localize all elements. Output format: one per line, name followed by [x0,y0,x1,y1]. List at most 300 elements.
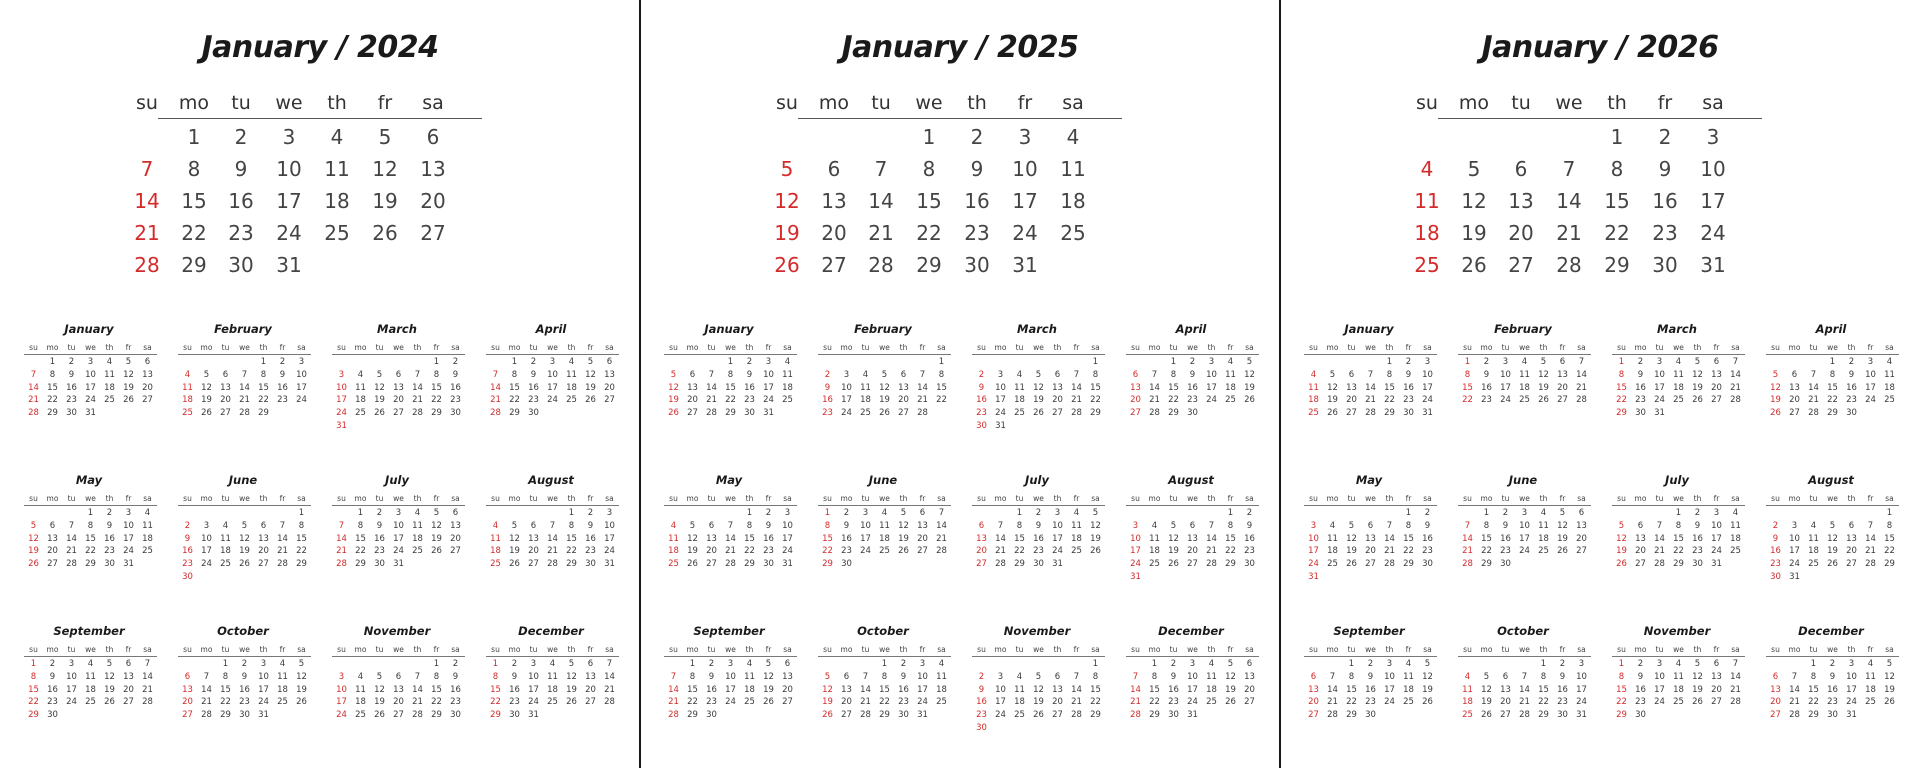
mini-day-cell[interactable]: 13 [450,520,461,531]
day-cell[interactable]: 27 [1508,253,1534,277]
mini-day-cell[interactable]: 31 [123,559,134,570]
mini-day-cell[interactable]: 19 [509,546,520,557]
mini-day-cell[interactable]: 29 [220,710,231,721]
mini-day-cell[interactable]: 23 [1635,395,1646,406]
mini-day-cell[interactable]: 6 [919,508,926,518]
mini-day-cell[interactable]: 27 [917,546,928,557]
mini-day-cell[interactable]: 21 [201,697,212,708]
mini-day-cell[interactable]: 3 [784,508,791,518]
mini-day-cell[interactable]: 2 [511,659,518,669]
mini-day-cell[interactable]: 8 [357,520,364,531]
mini-day-cell[interactable]: 2 [1502,508,1509,518]
mini-day-cell[interactable]: 31 [1308,572,1319,582]
mini-day-cell[interactable]: 1 [1386,357,1393,367]
mini-day-cell[interactable]: 7 [1073,671,1080,682]
mini-day-cell[interactable]: 15 [822,533,833,544]
mini-day-cell[interactable]: 26 [1884,697,1895,708]
mini-day-cell[interactable]: 28 [547,559,558,570]
mini-day-cell[interactable]: 27 [1557,395,1568,406]
mini-day-cell[interactable]: 11 [182,382,193,393]
mini-day-cell[interactable]: 27 [528,559,539,570]
mini-day-cell[interactable]: 3 [87,357,94,367]
mini-day-cell[interactable]: 2 [1424,508,1431,518]
day-cell[interactable]: 4 [1066,125,1080,149]
mini-day-cell[interactable]: 20 [898,395,909,406]
day-cell[interactable]: 11 [1414,189,1440,213]
mini-day-cell[interactable]: 8 [1405,520,1412,531]
mini-day-cell[interactable]: 12 [1225,671,1236,682]
mini-day-cell[interactable]: 2 [746,357,753,367]
mini-day-cell[interactable]: 28 [142,697,153,708]
mini-day-cell[interactable]: 3 [1713,508,1720,518]
mini-day-cell[interactable]: 18 [1519,382,1530,393]
mini-day-cell[interactable]: 16 [1481,382,1492,393]
mini-day-cell[interactable]: 12 [1692,671,1703,682]
mini-day-cell[interactable]: 16 [1635,382,1646,393]
mini-day-cell[interactable]: 27 [706,559,717,570]
day-cell[interactable]: 23 [964,221,990,245]
mini-day-cell[interactable]: 26 [374,408,385,419]
mini-day-cell[interactable]: 30 [104,559,115,570]
mini-day-cell[interactable]: 22 [1827,395,1838,406]
mini-day-cell[interactable]: 29 [1090,710,1101,721]
mini-day-cell[interactable]: 20 [1789,395,1800,406]
mini-day-cell[interactable]: 3 [1054,508,1061,518]
mini-day-cell[interactable]: 25 [1308,408,1319,419]
mini-day-cell[interactable]: 13 [1346,382,1357,393]
mini-day-cell[interactable]: 28 [1365,408,1376,419]
mini-day-cell[interactable]: 27 [220,408,231,419]
mini-day-cell[interactable]: 3 [1578,659,1585,669]
mini-day-cell[interactable]: 24 [66,697,77,708]
mini-day-cell[interactable]: 1 [1092,659,1099,669]
mini-day-cell[interactable]: 12 [1481,684,1492,695]
mini-day-cell[interactable]: 2 [452,659,459,669]
mini-day-cell[interactable]: 25 [668,559,679,570]
mini-day-cell[interactable]: 22 [687,697,698,708]
mini-day-cell[interactable]: 24 [1500,395,1511,406]
mini-day-cell[interactable]: 23 [1481,395,1492,406]
mini-day-cell[interactable]: 15 [47,382,58,393]
mini-day-cell[interactable]: 31 [604,559,615,570]
mini-day-cell[interactable]: 16 [841,533,852,544]
mini-day-cell[interactable]: 14 [336,533,347,544]
mini-day-cell[interactable]: 23 [1846,395,1857,406]
mini-day-cell[interactable]: 15 [1168,382,1179,393]
mini-day-cell[interactable]: 2 [900,659,907,669]
mini-day-cell[interactable]: 8 [1618,671,1625,682]
mini-day-cell[interactable]: 5 [1540,357,1547,367]
mini-day-cell[interactable]: 8 [1483,520,1490,531]
mini-day-cell[interactable]: 27 [1846,559,1857,570]
mini-day-cell[interactable]: 27 [1770,710,1781,721]
day-cell[interactable]: 30 [228,253,254,277]
mini-day-cell[interactable]: 5 [30,520,37,531]
mini-day-cell[interactable]: 20 [1711,684,1722,695]
mini-day-cell[interactable]: 22 [1384,395,1395,406]
mini-day-cell[interactable]: 11 [1673,369,1684,380]
day-cell[interactable]: 10 [1012,157,1038,181]
mini-day-cell[interactable]: 7 [1656,520,1663,531]
mini-day-cell[interactable]: 12 [201,382,212,393]
mini-day-cell[interactable]: 4 [862,369,869,380]
mini-day-cell[interactable]: 22 [355,546,366,557]
mini-day-cell[interactable]: 15 [220,684,231,695]
mini-day-cell[interactable]: 1 [1829,357,1836,367]
mini-day-cell[interactable]: 11 [1519,369,1530,380]
mini-day-cell[interactable]: 10 [1206,369,1217,380]
mini-day-cell[interactable]: 10 [1130,533,1141,544]
mini-day-cell[interactable]: 5 [1618,520,1625,531]
mini-day-cell[interactable]: 9 [1189,369,1196,380]
mini-day-cell[interactable]: 30 [841,559,852,570]
mini-day-cell[interactable]: 18 [1884,382,1895,393]
mini-day-cell[interactable]: 24 [393,546,404,557]
mini-day-cell[interactable]: 25 [782,395,793,406]
mini-day-cell[interactable]: 28 [412,408,423,419]
mini-day-cell[interactable]: 27 [1711,697,1722,708]
mini-day-cell[interactable]: 22 [566,546,577,557]
mini-day-cell[interactable]: 9 [1829,671,1836,682]
mini-day-cell[interactable]: 28 [239,408,250,419]
mini-day-cell[interactable]: 14 [706,382,717,393]
mini-day-cell[interactable]: 2 [241,659,248,669]
mini-day-cell[interactable]: 22 [509,395,520,406]
mini-day-cell[interactable]: 7 [606,659,613,669]
mini-day-cell[interactable]: 5 [1092,508,1099,518]
mini-day-cell[interactable]: 10 [1052,520,1063,531]
mini-day-cell[interactable]: 21 [668,697,679,708]
mini-day-cell[interactable]: 13 [393,382,404,393]
mini-day-cell[interactable]: 2 [106,508,113,518]
mini-day-cell[interactable]: 4 [670,520,677,531]
mini-day-cell[interactable]: 6 [452,508,459,518]
mini-day-cell[interactable]: 8 [298,520,305,531]
mini-day-cell[interactable]: 10 [66,671,77,682]
mini-day-cell[interactable]: 27 [976,559,987,570]
mini-day-cell[interactable]: 28 [1384,559,1395,570]
mini-day-cell[interactable]: 25 [566,395,577,406]
mini-day-cell[interactable]: 4 [1886,357,1893,367]
mini-day-cell[interactable]: 26 [104,697,115,708]
mini-day-cell[interactable]: 3 [1310,520,1317,531]
mini-day-cell[interactable]: 26 [123,395,134,406]
mini-day-cell[interactable]: 26 [1616,559,1627,570]
mini-day-cell[interactable]: 24 [258,697,269,708]
mini-day-cell[interactable]: 11 [936,671,947,682]
mini-day-cell[interactable]: 12 [28,533,39,544]
mini-day-cell[interactable]: 21 [412,697,423,708]
day-cell[interactable]: 4 [1420,157,1434,181]
mini-day-cell[interactable]: 10 [1789,533,1800,544]
mini-day-cell[interactable]: 7 [862,671,869,682]
mini-day-cell[interactable]: 10 [1308,533,1319,544]
mini-day-cell[interactable]: 30 [47,710,58,721]
mini-day-cell[interactable]: 13 [123,671,134,682]
mini-day-cell[interactable]: 24 [1576,697,1587,708]
mini-day-cell[interactable]: 12 [1346,533,1357,544]
mini-day-cell[interactable]: 30 [706,710,717,721]
mini-day-cell[interactable]: 17 [1846,684,1857,695]
mini-day-cell[interactable]: 20 [687,395,698,406]
mini-day-cell[interactable]: 5 [689,520,696,531]
day-cell[interactable]: 8 [187,157,201,181]
mini-day-cell[interactable]: 6 [708,520,715,531]
mini-day-cell[interactable]: 5 [511,520,518,531]
mini-day-cell[interactable]: 12 [1422,671,1433,682]
mini-day-cell[interactable]: 22 [1168,395,1179,406]
mini-day-cell[interactable]: 19 [374,395,385,406]
day-cell[interactable]: 31 [276,253,302,277]
mini-day-cell[interactable]: 2 [49,659,56,669]
mini-day-cell[interactable]: 12 [239,533,250,544]
mini-day-cell[interactable]: 30 [1846,408,1857,419]
mini-day-cell[interactable]: 17 [1187,684,1198,695]
mini-day-cell[interactable]: 1 [1464,357,1471,367]
mini-day-cell[interactable]: 26 [1225,697,1236,708]
mini-day-cell[interactable]: 15 [431,684,442,695]
mini-day-cell[interactable]: 31 [528,710,539,721]
mini-day-cell[interactable]: 29 [28,710,39,721]
mini-day-cell[interactable]: 23 [744,395,755,406]
mini-day-cell[interactable]: 28 [1327,710,1338,721]
mini-day-cell[interactable]: 3 [260,659,267,669]
mini-day-cell[interactable]: 9 [279,369,286,380]
mini-day-cell[interactable]: 9 [746,369,753,380]
mini-day-cell[interactable]: 24 [123,546,134,557]
mini-day-cell[interactable]: 11 [879,520,890,531]
mini-day-cell[interactable]: 26 [1346,559,1357,570]
mini-day-cell[interactable]: 2 [1637,659,1644,669]
mini-day-cell[interactable]: 22 [1538,697,1549,708]
mini-day-cell[interactable]: 16 [822,395,833,406]
mini-day-cell[interactable]: 18 [1014,395,1025,406]
mini-day-cell[interactable]: 1 [1810,659,1817,669]
mini-day-cell[interactable]: 26 [28,559,39,570]
mini-day-cell[interactable]: 20 [393,395,404,406]
mini-day-cell[interactable]: 19 [1244,382,1255,393]
mini-day-cell[interactable]: 21 [412,395,423,406]
mini-day-cell[interactable]: 14 [1808,382,1819,393]
day-cell[interactable]: 12 [1461,189,1487,213]
mini-day-cell[interactable]: 20 [841,697,852,708]
mini-day-cell[interactable]: 29 [1403,559,1414,570]
mini-day-cell[interactable]: 8 [727,369,734,380]
mini-day-cell[interactable]: 23 [1033,546,1044,557]
mini-day-cell[interactable]: 28 [1206,559,1217,570]
mini-day-cell[interactable]: 7 [727,520,734,531]
mini-day-cell[interactable]: 30 [182,572,193,582]
mini-day-cell[interactable]: 18 [182,395,193,406]
mini-day-cell[interactable]: 24 [917,697,928,708]
mini-day-cell[interactable]: 17 [1865,382,1876,393]
mini-day-cell[interactable]: 6 [49,520,56,531]
mini-day-cell[interactable]: 16 [976,395,987,406]
mini-day-cell[interactable]: 24 [1519,546,1530,557]
mini-day-cell[interactable]: 28 [725,559,736,570]
mini-day-cell[interactable]: 21 [336,546,347,557]
day-cell[interactable]: 2 [234,125,248,149]
mini-day-cell[interactable]: 11 [547,671,558,682]
mini-day-cell[interactable]: 17 [201,546,212,557]
day-cell[interactable]: 27 [821,253,847,277]
mini-day-cell[interactable]: 30 [1168,710,1179,721]
mini-day-cell[interactable]: 16 [528,382,539,393]
mini-day-cell[interactable]: 4 [184,369,191,380]
mini-day-cell[interactable]: 12 [1827,533,1838,544]
day-cell[interactable]: 17 [1012,189,1038,213]
mini-day-cell[interactable]: 17 [123,533,134,544]
mini-day-cell[interactable]: 18 [1014,697,1025,708]
mini-day-cell[interactable]: 25 [1865,697,1876,708]
day-cell[interactable]: 31 [1700,253,1726,277]
mini-day-cell[interactable]: 9 [1848,369,1855,380]
mini-day-cell[interactable]: 10 [604,520,615,531]
day-cell[interactable]: 4 [330,125,344,149]
mini-day-cell[interactable]: 2 [1035,508,1042,518]
mini-day-cell[interactable]: 1 [492,659,499,669]
mini-day-cell[interactable]: 30 [763,559,774,570]
mini-day-cell[interactable]: 13 [393,684,404,695]
mini-day-cell[interactable]: 10 [841,382,852,393]
mini-day-cell[interactable]: 31 [1576,710,1587,721]
mini-day-cell[interactable]: 2 [1694,508,1701,518]
mini-day-cell[interactable]: 5 [433,508,440,518]
mini-day-cell[interactable]: 14 [1071,684,1082,695]
mini-day-cell[interactable]: 1 [1405,508,1412,518]
mini-day-cell[interactable]: 25 [1808,559,1819,570]
mini-day-cell[interactable]: 17 [528,684,539,695]
mini-day-cell[interactable]: 13 [976,533,987,544]
mini-day-cell[interactable]: 27 [393,710,404,721]
mini-day-cell[interactable]: 29 [1481,559,1492,570]
mini-day-cell[interactable]: 20 [1346,395,1357,406]
mini-day-cell[interactable]: 28 [1865,559,1876,570]
day-cell[interactable]: 23 [1652,221,1678,245]
mini-day-cell[interactable]: 26 [898,546,909,557]
day-cell[interactable]: 25 [1060,221,1086,245]
mini-day-cell[interactable]: 10 [860,520,871,531]
day-cell[interactable]: 17 [1700,189,1726,213]
mini-day-cell[interactable]: 28 [936,546,947,557]
mini-day-cell[interactable]: 16 [1827,684,1838,695]
mini-day-cell[interactable]: 20 [706,546,717,557]
mini-day-cell[interactable]: 12 [879,382,890,393]
mini-day-cell[interactable]: 7 [549,520,556,531]
mini-day-cell[interactable]: 22 [490,697,501,708]
mini-day-cell[interactable]: 13 [706,533,717,544]
mini-day-cell[interactable]: 12 [123,369,134,380]
day-cell[interactable]: 10 [276,157,302,181]
mini-day-cell[interactable]: 6 [184,671,191,682]
mini-day-cell[interactable]: 9 [708,671,715,682]
mini-day-cell[interactable]: 16 [744,382,755,393]
mini-day-cell[interactable]: 16 [763,533,774,544]
mini-day-cell[interactable]: 25 [1403,697,1414,708]
mini-day-cell[interactable]: 16 [1770,546,1781,557]
day-cell[interactable]: 19 [372,189,398,213]
mini-day-cell[interactable]: 13 [258,533,269,544]
mini-day-cell[interactable]: 26 [1168,559,1179,570]
mini-day-cell[interactable]: 10 [995,382,1006,393]
mini-day-cell[interactable]: 13 [687,382,698,393]
mini-day-cell[interactable]: 4 [492,520,499,531]
mini-day-cell[interactable]: 16 [47,684,58,695]
mini-day-cell[interactable]: 22 [1090,395,1101,406]
mini-day-cell[interactable]: 5 [125,357,132,367]
mini-day-cell[interactable]: 29 [1673,559,1684,570]
mini-day-cell[interactable]: 24 [1865,395,1876,406]
mini-day-cell[interactable]: 9 [184,533,191,544]
mini-day-cell[interactable]: 14 [1789,684,1800,695]
mini-day-cell[interactable]: 1 [87,508,94,518]
mini-day-cell[interactable]: 25 [104,395,115,406]
mini-day-cell[interactable]: 2 [376,508,383,518]
mini-day-cell[interactable]: 21 [1654,546,1665,557]
mini-day-cell[interactable]: 5 [1035,671,1042,682]
mini-day-cell[interactable]: 23 [1692,546,1703,557]
mini-day-cell[interactable]: 11 [1014,684,1025,695]
mini-day-cell[interactable]: 27 [1130,408,1141,419]
mini-day-cell[interactable]: 19 [585,382,596,393]
mini-day-cell[interactable]: 24 [725,697,736,708]
mini-day-cell[interactable]: 29 [566,559,577,570]
mini-day-cell[interactable]: 23 [104,546,115,557]
mini-day-cell[interactable]: 14 [1730,671,1741,682]
mini-day-cell[interactable]: 17 [604,533,615,544]
mini-day-cell[interactable]: 10 [1576,671,1587,682]
mini-day-cell[interactable]: 11 [1149,533,1160,544]
mini-day-cell[interactable]: 20 [393,697,404,708]
day-cell[interactable]: 22 [181,221,207,245]
mini-day-cell[interactable]: 9 [106,520,113,531]
mini-day-cell[interactable]: 26 [668,408,679,419]
mini-day-cell[interactable]: 15 [1616,684,1627,695]
mini-day-cell[interactable]: 1 [1618,357,1625,367]
mini-day-cell[interactable]: 14 [239,382,250,393]
day-cell[interactable]: 24 [276,221,302,245]
mini-day-cell[interactable]: 4 [106,357,113,367]
day-cell[interactable]: 21 [1556,221,1582,245]
mini-day-cell[interactable]: 16 [1403,382,1414,393]
day-cell[interactable]: 1 [187,125,201,149]
mini-day-cell[interactable]: 4 [1405,659,1412,669]
mini-day-cell[interactable]: 10 [296,369,307,380]
mini-day-cell[interactable]: 13 [182,684,193,695]
mini-day-cell[interactable]: 21 [1730,684,1741,695]
day-cell[interactable]: 27 [420,221,446,245]
mini-day-cell[interactable]: 9 [452,369,459,380]
mini-day-cell[interactable]: 25 [1206,697,1217,708]
mini-day-cell[interactable]: 26 [1090,546,1101,557]
mini-day-cell[interactable]: 18 [355,697,366,708]
mini-day-cell[interactable]: 9 [978,382,985,393]
mini-day-cell[interactable]: 14 [1519,684,1530,695]
mini-day-cell[interactable]: 27 [450,546,461,557]
mini-day-cell[interactable]: 21 [936,533,947,544]
mini-day-cell[interactable]: 16 [1692,533,1703,544]
mini-day-cell[interactable]: 27 [1308,710,1319,721]
mini-day-cell[interactable]: 17 [1576,684,1587,695]
day-cell[interactable]: 6 [827,157,841,181]
mini-day-cell[interactable]: 24 [85,395,96,406]
mini-day-cell[interactable]: 16 [706,684,717,695]
mini-day-cell[interactable]: 8 [689,671,696,682]
day-cell[interactable]: 20 [1508,221,1534,245]
mini-day-cell[interactable]: 4 [568,357,575,367]
mini-day-cell[interactable]: 11 [1462,684,1473,695]
mini-day-cell[interactable]: 31 [1130,572,1141,582]
